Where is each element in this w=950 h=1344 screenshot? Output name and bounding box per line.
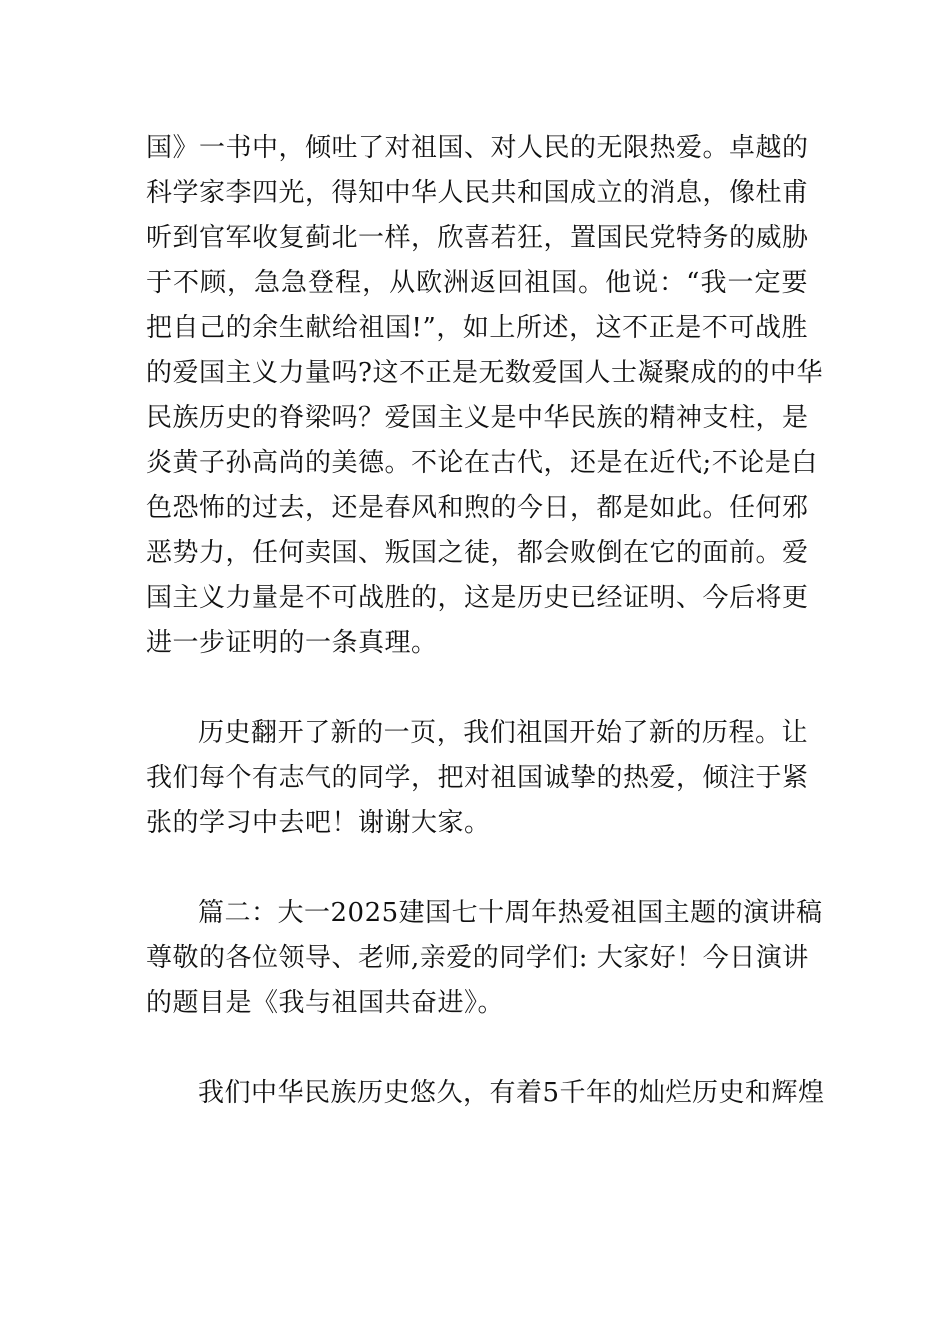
text-line: 进一步证明的一条真理。 [146,628,438,658]
document-page [146,126,825,1116]
text-line: 国》一书中，倾吐了对祖国、对人民的无限热爱。卓越的 [146,133,809,163]
text-line: 的爱国主义力量吗?这不正是无数爱国人士凝聚成的的中华 [146,358,823,388]
text-line: 民族历史的脊梁吗？爱国主义是中华民族的精神支柱，是 [146,403,809,433]
text-line: 炎黄子孙高尚的美德。不论在古代，还是在近代;不论是白 [146,448,818,478]
paragraph-2 [146,711,808,846]
text-line: 国主义力量是不可战胜的，这是历史已经证明、今后将更 [146,583,809,613]
text-line: 色恐怖的过去，还是春风和煦的今日，都是如此。任何邪 [146,493,809,523]
text-line: 恶势力，任何卖国、叛国之徒，都会败倒在它的面前。爱 [146,538,809,568]
paragraph-gap [146,666,808,711]
text-line: 的题目是《我与祖国共奋进》。 [146,988,505,1018]
text-line: 尊敬的各位领导、老师,亲爱的同学们: 大家好！今日演讲 [146,943,809,973]
text-line: 我们中华民族历史悠久，有着5千年的灿烂历史和辉煌 [198,1078,825,1108]
text-line: 把自己的余生献给祖国!”，如上所述，这不正是不可战胜 [146,313,808,343]
text-line: 科学家李四光，得知中华人民共和国成立的消息，像杜甫 [146,178,809,208]
text-line: 张的学习中去吧！谢谢大家。 [146,808,491,838]
paragraph-3 [146,891,823,1026]
text-line: 历史翻开了新的一页，我们祖国开始了新的历程。让 [198,718,808,748]
text-line: 听到官军收复蓟北一样，欣喜若狂，置国民党特务的威胁 [146,223,809,253]
paragraph-gap [146,1026,808,1071]
paragraph-4 [146,1071,825,1116]
paragraph-1 [146,126,823,666]
text-line: 我们每个有志气的同学，把对祖国诚挚的热爱，倾注于紧 [146,763,809,793]
text-line: 于不顾，急急登程，从欧洲返回祖国。他说：“我一定要 [146,268,808,298]
paragraph-gap [146,846,808,891]
section-heading: 篇二：大一2025建国七十周年热爱祖国主题的演讲稿 [198,898,823,928]
